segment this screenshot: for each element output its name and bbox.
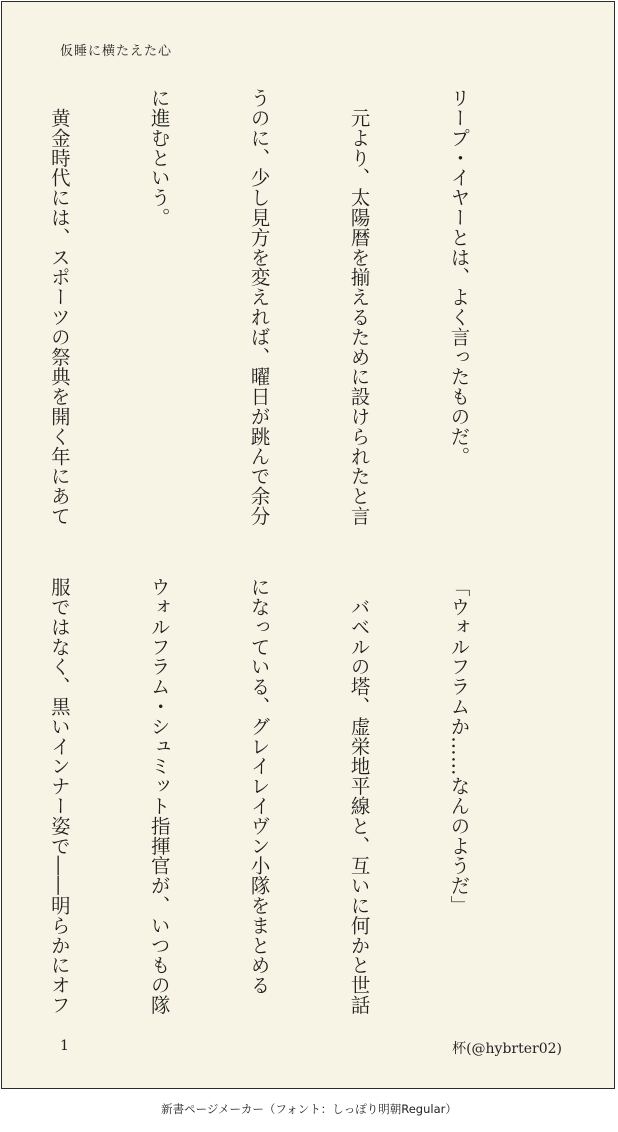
text-column: ウォルフラム・シュミット指揮官が、いつもの隊 (147, 577, 171, 1015)
text-column: 元より、太陽暦を揃えるために設けられたと言 (347, 88, 371, 526)
text-column: 服ではなく、黒いインナー姿で――明らかにオフ (47, 577, 71, 1015)
text-column: に進むという。 (147, 88, 171, 228)
page-title: 仮睡に横たえた心 (60, 44, 173, 59)
book-page (1, 1, 615, 1089)
upper-text-block (0, 88, 542, 526)
generator-credit: 新書ページメーカー（フォント：しっぽり明朝Regular） (161, 1102, 457, 1116)
author-credit: 杯(@hybrter02) (452, 1041, 562, 1057)
text-column: うのに、少し見方を変えれば、曜日が跳んで余分 (247, 88, 271, 526)
lower-text-block (0, 577, 542, 1017)
text-column: バベルの塔、虚栄地平線と、互いに何かと世話 (347, 577, 371, 1015)
text-column: になっている、グレイレイヴン小隊をまとめる (247, 577, 271, 995)
text-column: リープ・イヤーとは、よく言ったものだ。 (447, 88, 471, 467)
text-column: 「ウォルフラムか……なんのようだ」 (447, 577, 471, 916)
text-column: 黄金時代には、スポーツの祭典を開く年にあて (47, 88, 71, 526)
page-number: 1 (60, 1038, 69, 1054)
